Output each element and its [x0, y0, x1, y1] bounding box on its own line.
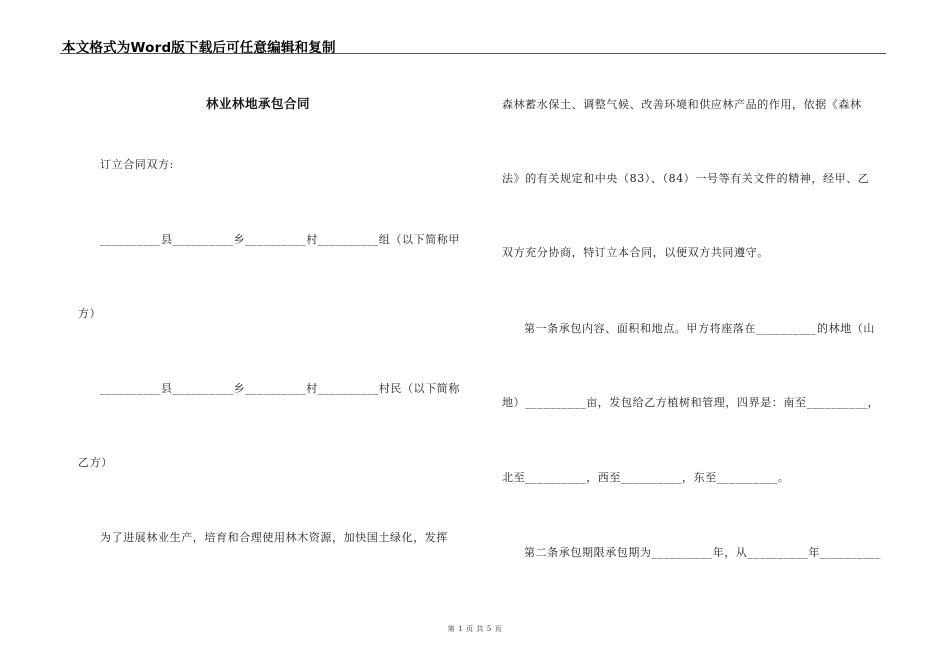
document-header-banner: 本文格式为Word版下载后可任意编辑和复制	[62, 40, 336, 56]
header-divider	[60, 53, 886, 54]
right-paragraph-line: 第二条承包期限承包期为__________年，从__________年__________	[524, 546, 881, 559]
left-paragraph-line: 订立合同双方:	[100, 158, 174, 171]
left-paragraph-line: __________县__________乡__________村__________组（以下简称甲	[100, 233, 460, 246]
right-paragraph-line: 法》的有关规定和中央（83）、（84）一号等有关文件的精神，经甲、乙	[502, 172, 870, 185]
contract-title: 林业林地承包合同	[206, 96, 311, 111]
left-paragraph-line: __________县__________乡__________村__________村民（以下简称	[100, 382, 460, 395]
left-paragraph-line: 为了进展林业生产，培育和合理使用林木资源，加快国土绿化，发挥	[100, 531, 448, 544]
left-paragraph-line: 乙方）	[78, 456, 113, 469]
right-paragraph-line: 双方充分协商，特订立本合同，以便双方共同遵守。	[502, 246, 769, 259]
page-number-footer: 第 1 页 共 5 页	[447, 625, 503, 633]
right-paragraph-line: 北至__________，西至__________，东至__________。	[502, 471, 790, 484]
left-paragraph-line: 方）	[78, 307, 102, 320]
right-paragraph-line: 地）__________亩，发包给乙方植树和管理，四界是：南至__________，	[502, 396, 880, 409]
right-paragraph-line: 森林蓄水保土、调整气候、改善环境和供应林产品的作用，依据《森林	[502, 98, 862, 111]
right-paragraph-line: 第一条承包内容、面积和地点。甲方将座落在__________的林地（山	[524, 322, 875, 335]
